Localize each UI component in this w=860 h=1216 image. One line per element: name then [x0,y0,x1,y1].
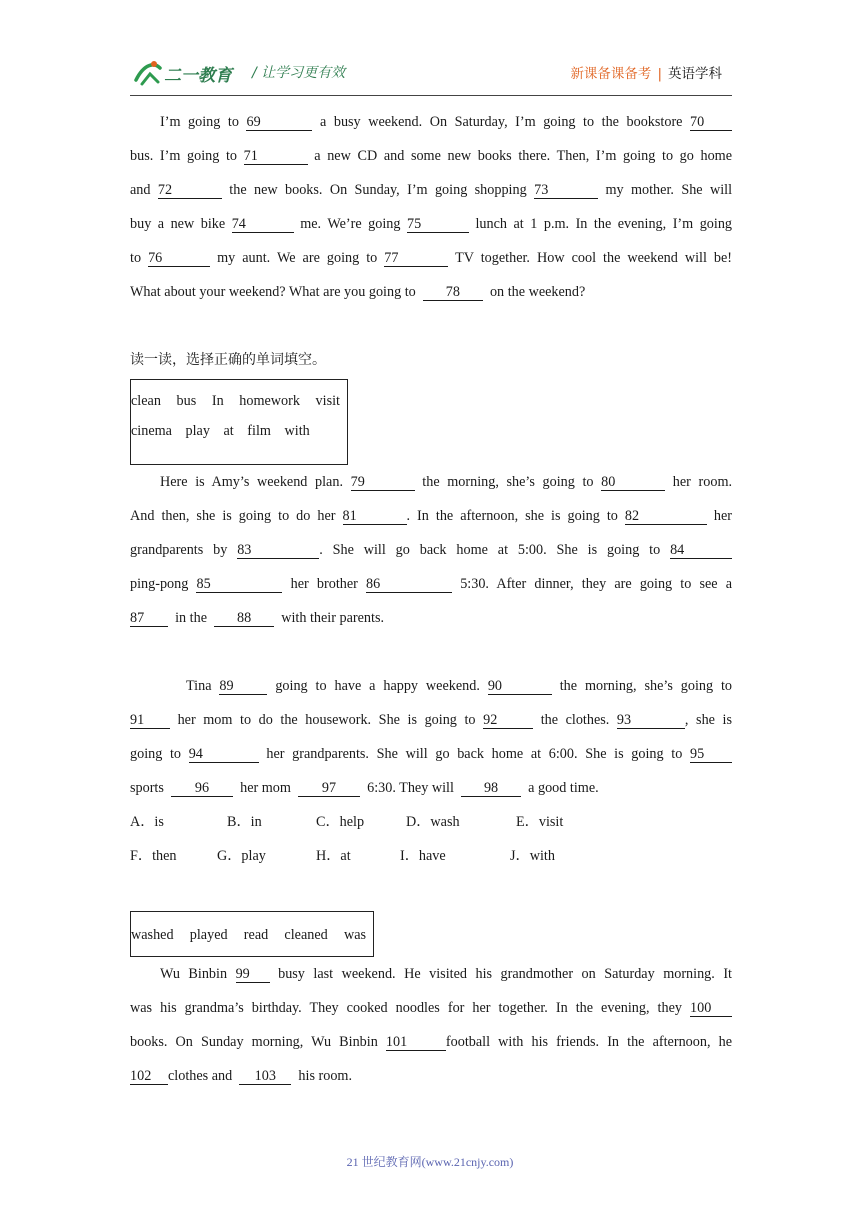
option: E．visit [516,814,564,830]
option: A．is [130,814,164,830]
blank-102: 102 [130,1069,168,1085]
blank-73: 73 [534,183,598,199]
blank-98: 98 [461,781,521,797]
passage-line: bus. I’m going to 71 a new CD and some new books there. Then, I’m going to go home [130,148,733,164]
blank-100: 100 [690,1001,732,1017]
blank-97: 97 [298,781,360,797]
page-footer: 21 世纪教育网(www.21cnjy.com) [346,1155,514,1169]
page-header [130,52,732,92]
blank-86: 86 [366,577,452,593]
blank-77: 77 [384,251,448,267]
blank-87: 87 [130,611,168,627]
blank-94: 94 [189,747,259,763]
blank-91: 91 [130,713,170,729]
word-box-row: clean bus In homework visit [131,393,340,409]
word-box-row: cinema play at film with [131,423,310,439]
blank-83: 83 [237,543,319,559]
passage-line: 87 in the 88 with their parents. [130,610,385,626]
passage-line: sports 96 her mom 97 6:30. They will 98 a good time. [130,780,599,796]
svg-text:二一教育: 二一教育 [164,66,232,86]
blank-71: 71 [244,149,308,165]
blank-101: 101 [386,1035,446,1051]
header-course-label: 新课备课备考 [570,66,652,82]
blank-80: 80 [601,475,665,491]
option: F．then [130,848,177,864]
passage-line: And then, she is going to do her 81 . In the afternoon, she is going to 82 her [130,508,733,524]
passage-line: I’m going to 69 a busy weekend. On Saturday, I’m going to the bookstore 70 [130,105,732,139]
blank-92: 92 [483,713,533,729]
word-box-row: washed played read cleaned was [131,927,367,943]
blank-90: 90 [488,679,552,695]
blank-99: 99 [236,967,270,983]
passage-line: and 72 the new books. On Sunday, I’m going shopping 73 my mother. She will [130,182,733,198]
option: I．have [400,848,446,864]
header-separator: | [657,66,662,82]
section-instruction: 读一读，选择正确的单词填空。 [130,352,326,368]
passage-line: ping-pong 85 her brother 86 5:30. After dinner, they are going to see a [130,576,733,592]
blank-69: 69 [246,115,312,131]
blank-95: 95 [690,747,732,763]
option: C．help [316,814,365,830]
options-row [130,805,732,839]
blank-75: 75 [407,217,469,233]
blank-70: 70 [690,115,732,131]
passage-line: buy a new bike 74 me. We’re going 75 lunch at 1 p.m. In the evening, I’m going [130,216,733,232]
blank-93: 93 [617,713,685,729]
passage-line: Wu Binbin 99 busy last weekend. He visited his grandmother on Saturday morning. It [160,966,733,982]
blank-96: 96 [171,781,233,797]
word-box-1 [130,379,348,465]
passage-line: going to 94 her grandparents. She will go back home at 6:00. She is going to 95 [130,737,732,771]
option: J．with [510,848,555,864]
passage-4 [130,957,732,1093]
passage-line: Here is Amy’s weekend plan. 79 the morning, she’s going to 80 her room. [160,474,733,490]
blank-74: 74 [232,217,294,233]
blank-78: 78 [423,285,483,301]
passage-line: was his grandma’s birthday. They cooked noodles for her together. In the evening, they 100 [130,991,732,1025]
blank-103: 103 [239,1069,291,1085]
option: H．at [316,848,351,864]
passage-3 [130,669,732,873]
passage-line: books. On Sunday morning, Wu Binbin 101 football with his friends. In the afternoon, he [130,1034,732,1050]
options-row [130,839,732,873]
option: B．in [227,814,262,830]
blank-81: 81 [343,509,407,525]
header-rule [130,95,732,96]
header-right [570,62,722,82]
blank-88: 88 [214,611,274,627]
passage-line: 102 clothes and 103 his room. [130,1068,353,1084]
passage-line: What about your weekend? What are you going to 78 on the weekend? [130,284,586,300]
blank-72: 72 [158,183,222,199]
blank-76: 76 [148,251,210,267]
blank-85: 85 [196,577,282,593]
passage-2 [130,465,732,635]
site-logo [130,58,250,88]
passage-line: Tina 89 going to have a happy weekend. 90 the morning, she’s going to [186,678,733,694]
option: G．play [217,848,266,864]
blank-82: 82 [625,509,707,525]
passage-line: 91 her mom to do the housework. She is going to 92 the clothes. 93 , she is [130,712,732,728]
document-body [130,105,732,1093]
blank-89: 89 [219,679,267,695]
header-slogan: / 让学习更有效 [252,65,346,81]
header-subject: 英语学科 [668,66,722,82]
blank-84: 84 [670,543,732,559]
blank-79: 79 [351,475,415,491]
option: D．wash [406,814,460,830]
passage-line: grandparents by 83 . She will go back home at 5:00. She is going to 84 [130,533,732,567]
passage-line: to 76 my aunt. We are going to 77 TV together. How cool the weekend will be! [130,250,733,266]
word-box-2 [130,911,374,957]
passage-1 [130,105,732,309]
